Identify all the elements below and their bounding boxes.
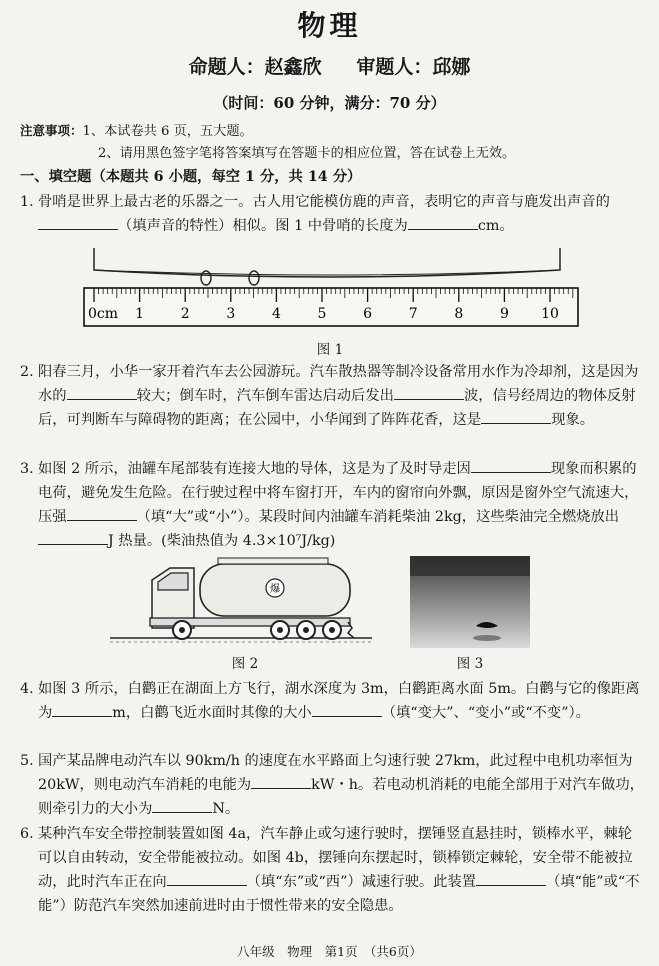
question-number: 3. bbox=[20, 461, 34, 477]
answer-blank bbox=[38, 215, 118, 230]
hazard-label: 爆 bbox=[270, 584, 280, 595]
question-text: 国产某品牌电动汽车以 90km/h 的速度在水平路面上匀速行驶 27km，此过程中电机功率恒为 20kW，则电动汽车消耗的电能为 bbox=[38, 753, 633, 793]
question-text: 波，信号经周边的物体反射后，可判断车与障碍物的距离；在公园中，小华闻到了阵阵花香，这是 bbox=[38, 388, 636, 428]
answer-blank bbox=[152, 798, 212, 813]
question-text: 如图 3 所示，白鹳正在湖面上方飞行，湖水深度为 3m，白鹳距离水面 5m。白鹳与它的像距离为 bbox=[38, 681, 640, 721]
answer-blank bbox=[476, 871, 546, 886]
question-number: 2. bbox=[20, 364, 34, 380]
section-heading: 一、填空题（本题共 6 小题，每空 1 分，共 14 分） bbox=[20, 169, 362, 185]
figure-3-stork-photo bbox=[410, 556, 530, 648]
answer-blank bbox=[471, 458, 551, 473]
question-text: J 热量。(柴油热值为 4.3×10⁷J/kg) bbox=[108, 533, 336, 549]
stork-reflection-icon bbox=[473, 635, 501, 641]
question-number: 4. bbox=[20, 681, 34, 697]
answer-blank bbox=[67, 385, 137, 400]
answer-blank bbox=[251, 774, 311, 789]
question-2 bbox=[20, 360, 645, 432]
answer-blank bbox=[394, 385, 464, 400]
question-text: m，白鹳飞近水面时其像的大小 bbox=[112, 705, 312, 721]
question-4 bbox=[20, 677, 645, 725]
answer-blank bbox=[408, 215, 478, 230]
figure-1-ruler bbox=[80, 240, 580, 332]
figure-2-caption: 图 2 bbox=[231, 656, 259, 672]
reviewer-name: 审题人：邱娜 bbox=[356, 56, 471, 78]
question-text: （填声音的特性）相似。图 1 中骨哨的长度为 bbox=[118, 218, 408, 234]
figure-3-caption: 图 3 bbox=[456, 656, 484, 672]
flute-hole-1 bbox=[201, 271, 211, 285]
question-text: （填“变大”、“变小”或“不变”）。 bbox=[381, 705, 590, 721]
question-text: kW・h。若电动机消耗的电能全部用于对汽车做功，则牵引力的大小为 bbox=[38, 777, 644, 817]
ruler-label: 5 bbox=[317, 306, 327, 322]
question-text: 骨哨是世界上最古老的乐器之一。古人用它能模仿鹿的声音，表明它的声音与鹿发出声音的 bbox=[38, 194, 610, 210]
question-text: 现象而积累的电荷，避免发生危险。在行驶过程中将车窗打开，车内的窗帘向外飘，原因是窗外空气流速大，压强 bbox=[38, 461, 639, 525]
ruler-label: 7 bbox=[408, 306, 418, 322]
answer-blank bbox=[167, 871, 247, 886]
question-number: 5. bbox=[20, 753, 34, 769]
answer-blank bbox=[481, 409, 551, 424]
ruler-label: 10 bbox=[541, 306, 559, 322]
question-text: （填“能”或“不能”）防范汽车突然加速前进时由于惯性带来的安全隐患。 bbox=[38, 874, 640, 914]
setter-name: 命题人：赵鑫欣 bbox=[188, 56, 322, 78]
ruler-label: 4 bbox=[271, 306, 281, 322]
answer-blank bbox=[52, 702, 112, 717]
question-text: 阳春三月，小华一家开着汽车去公园游玩。汽车散热器等制冷设备常用水作为冷却剂，这是因为水的 bbox=[38, 364, 639, 404]
question-text: 如图 2 所示，油罐车尾部装有连接大地的导体，这是为了及时导走因 bbox=[38, 461, 471, 477]
question-text: 现象。 bbox=[551, 412, 595, 428]
question-text: 某种汽车安全带控制装置如图 4a，汽车静止或匀速行驶时，摆锤竖直悬挂时，锁棒水平，棘轮可以自由转动，安全带能被拉动。如图 4b，摆锤向东摆起时，锁棒锁定棘轮，安全带不能被拉动，此时汽车正在向 bbox=[38, 826, 633, 890]
ruler-label: 1 bbox=[135, 306, 145, 322]
note-item-2: 2、请用黑色签字笔将答案填写在答题卡的相应位置，答在试卷上无效。 bbox=[98, 146, 516, 161]
exam-authors bbox=[0, 52, 659, 79]
question-text: （填“大”或“小”）。某段时间内油罐车消耗柴油 2kg，这些柴油完全燃烧放出 bbox=[136, 509, 620, 525]
question-text: cm。 bbox=[477, 218, 514, 234]
ruler-label: 9 bbox=[499, 306, 509, 322]
figure-1-caption: 图 1 bbox=[316, 342, 344, 358]
question-text: （填“东”或“西”）减速行驶。此装置 bbox=[246, 874, 477, 890]
notes-label: 注意事项： bbox=[20, 123, 83, 138]
note-item-1: 1、本试卷共 6 页，五大题。 bbox=[82, 124, 253, 139]
ruler-label: 8 bbox=[454, 306, 464, 322]
grounding-chain bbox=[348, 622, 354, 638]
exam-title: 物理 bbox=[297, 9, 362, 42]
question-6 bbox=[20, 822, 645, 918]
answer-blank bbox=[312, 702, 382, 717]
answer-blank bbox=[38, 530, 108, 545]
ruler-label: 0cm bbox=[88, 306, 119, 322]
notes-block bbox=[20, 120, 515, 165]
question-1 bbox=[20, 190, 645, 238]
question-number: 1. bbox=[20, 194, 34, 210]
figure-2-tanker-truck bbox=[110, 550, 380, 650]
flute-hole-2 bbox=[249, 271, 259, 285]
ruler-label: 3 bbox=[226, 306, 236, 322]
question-text: N。 bbox=[212, 801, 240, 817]
answer-blank bbox=[67, 506, 137, 521]
question-number: 6. bbox=[20, 826, 34, 842]
ruler-label: 2 bbox=[180, 306, 190, 322]
question-5 bbox=[20, 749, 645, 821]
question-text: 较大；倒车时，汽车倒车雷达启动后发出 bbox=[136, 388, 394, 404]
question-3 bbox=[20, 457, 645, 553]
page-footer: 八年级 物理 第1页 （共6页） bbox=[237, 944, 422, 959]
time-and-score: （时间：60 分钟，满分：70 分） bbox=[213, 94, 446, 112]
ruler-label: 6 bbox=[363, 306, 373, 322]
